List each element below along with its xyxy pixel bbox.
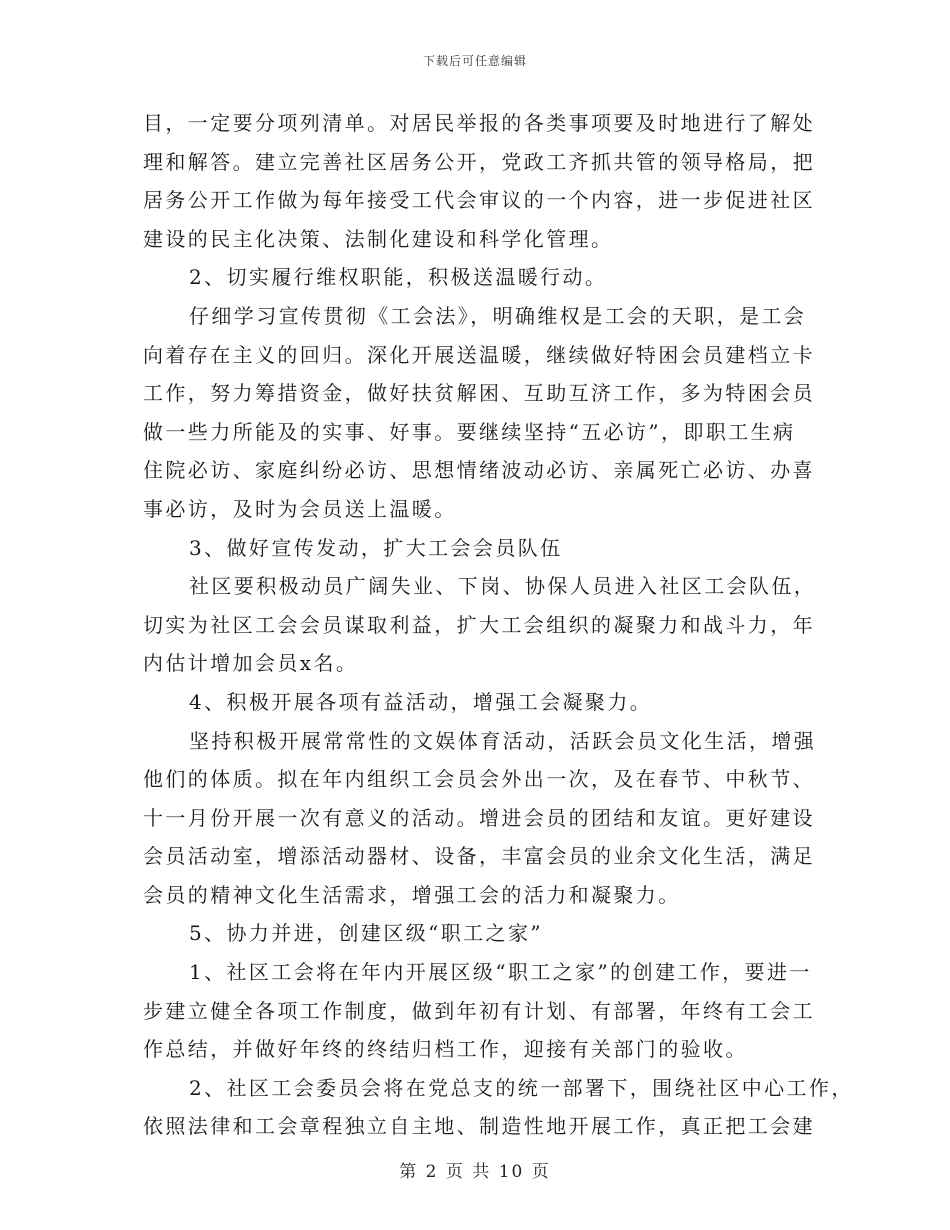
text-line: 目，一定要分项列清单。对居民举报的各类事项要及时地进行了解处 — [143, 111, 815, 135]
document-body — [143, 104, 854, 1146]
page-footer: 第 2 页 共 10 页 — [399, 1162, 551, 1182]
text-line: 工作，努力筹措资金，做好扶贫解困、互助互济工作，多为特困会员 — [143, 381, 815, 406]
text-line: 十一月份开展一次有意义的活动。增进会员的团结和友谊。更好建设 — [143, 805, 815, 830]
text-line: 4、积极开展各项有益活动，增强工会凝聚力。 — [189, 689, 653, 714]
text-line: 会员的精神文化生活需求，增强工会的活力和凝聚力。 — [143, 882, 681, 907]
text-line: 坚持积极开展常常性的文娱体育活动，活跃会员文化生活，增强 — [189, 728, 817, 753]
text-line: 1、社区工会将在年内开展区级“职工之家”的创建工作，要进一 — [189, 960, 812, 985]
text-line: 仔细学习宣传贯彻《工会法》，明确维权是工会的天职，是工会 — [189, 303, 807, 328]
page-header: 下载后可任意编辑 — [422, 54, 527, 68]
text-line: 作总结，并做好年终的终结归档工作，迎接有关部门的验收。 — [143, 1037, 748, 1062]
text-line: 步建立健全各项工作制度，做到年初有计划、有部署，年终有工会工 — [143, 998, 815, 1023]
text-line: 社区要积极动员广阔失业、下岗、协保人员进入社区工会队伍， — [189, 574, 817, 599]
text-line: 居务公开工作做为每年接受工代会审议的一个内容，进一步促进社区 — [143, 188, 815, 213]
text-line: 切实为社区工会会员谋取利益，扩大工会组织的凝聚力和战斗力，年 — [143, 612, 815, 637]
text-line: 理和解答。建立完善社区居务公开，党政工齐抓共管的领导格局，把 — [143, 149, 815, 174]
text-line: 内估计增加会员x名。 — [143, 651, 359, 676]
text-line: 5、协力并进，创建区级“职工之家” — [189, 921, 543, 946]
text-line: 建设的民主化决策、法制化建设和科学化管理。 — [143, 226, 614, 251]
text-line: 3、做好宣传发动，扩大工会会员队伍 — [189, 535, 563, 560]
text-line: 做一些力所能及的实事、好事。要继续坚持“五必访”，即职工生病 — [143, 419, 796, 444]
text-line: 2、切实履行维权职能，积极送温暖行动。 — [189, 265, 608, 290]
text-line: 依照法律和工会章程独立自主地、制造性地开展工作，真正把工会建 — [143, 1114, 815, 1139]
text-line: 向着存在主义的回归。深化开展送温暖，继续做好特困会员建档立卡 — [143, 342, 815, 367]
text-line: 事必访，及时为会员送上温暖。 — [143, 496, 457, 521]
text-line: 住院必访、家庭纠纷必访、思想情绪波动必访、亲属死亡必访、办喜 — [143, 458, 815, 483]
text-line: 会员活动室，增添活动器材、设备，丰富会员的业余文化生活，满足 — [143, 844, 815, 869]
text-line: 2、社区工会委员会将在党总支的统一部署下，围绕社区中心工作， — [189, 1075, 854, 1100]
text-line: 他们的体质。拟在年内组织工会员会外出一次，及在春节、中秋节、 — [143, 767, 815, 792]
